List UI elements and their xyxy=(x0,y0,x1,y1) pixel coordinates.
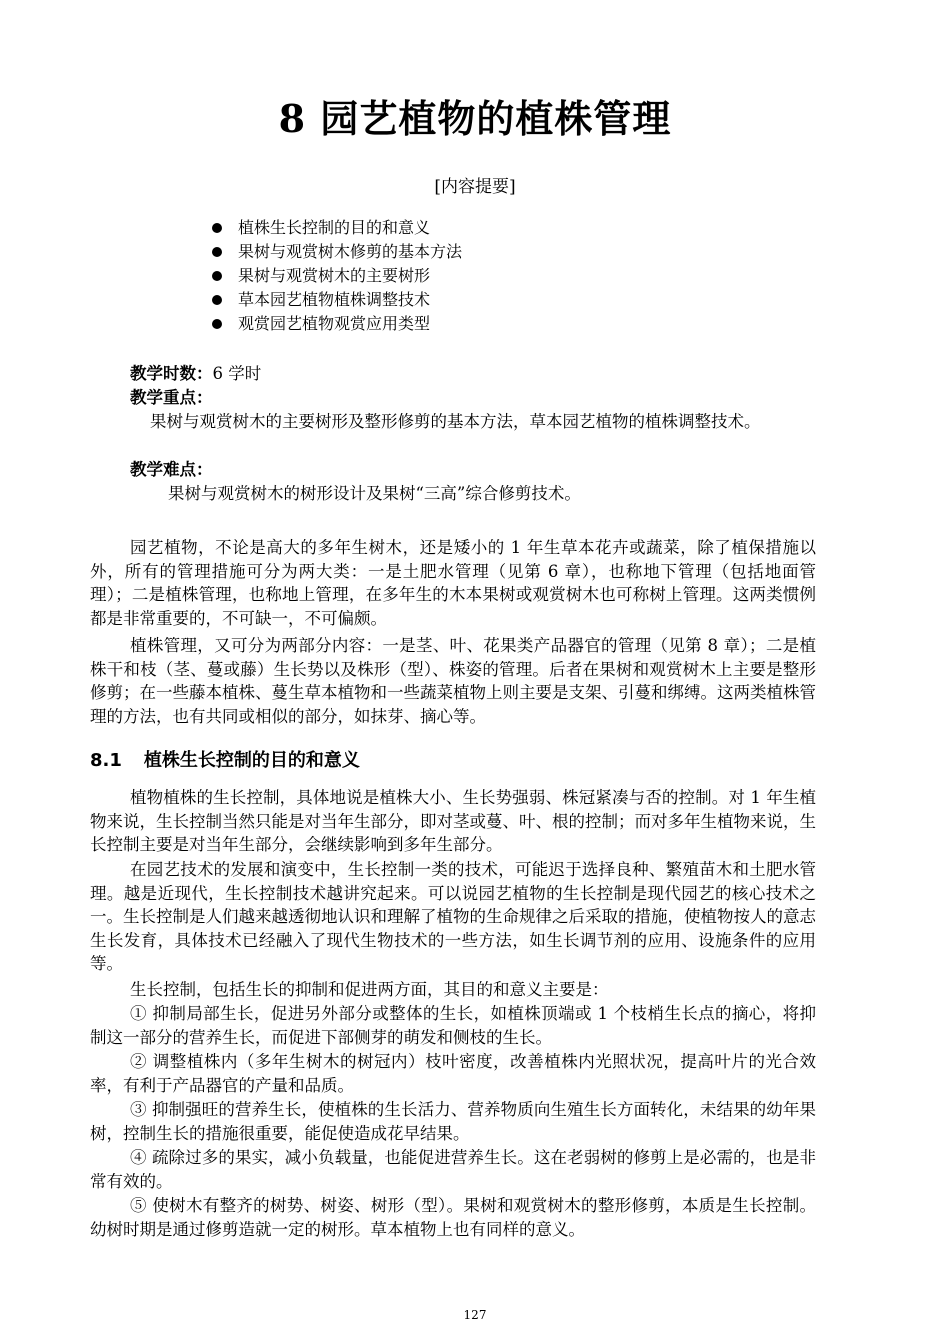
section-title: 植株生长控制的目的和意义 xyxy=(143,750,360,771)
teaching-focus-label: 教学重点： xyxy=(130,388,213,407)
summary-list xyxy=(210,216,462,336)
list-item-1: ① 抑制局部生长，促进另外部分或整体的生长，如植株顶端或 1 个枝梢生长点的摘心，将抑制这一部分的营养生长，而促进下部侧芽的萌发和侧枝的生长。 xyxy=(90,1004,816,1047)
chapter-title: 8 园艺植物的植株管理 xyxy=(278,96,672,141)
section-number: 8.1 xyxy=(90,750,122,771)
bullet-icon xyxy=(212,271,222,281)
list-item-3: ③ 抑制强旺的营养生长，使植株的生长活力、营养物质向生殖生长方面转化，未结果的幼年果树，控制生长的措施很重要，能促使造成花早结果。 xyxy=(90,1100,816,1143)
summary-item: 果树与观赏树木修剪的基本方法 xyxy=(210,240,462,264)
page-number: 127 xyxy=(463,1308,487,1322)
teaching-focus-text: 果树与观赏树木的主要树形及整形修剪的基本方法，草本园艺植物的植株调整技术。 xyxy=(150,412,761,431)
intro-paragraph-2: 植株管理，又可分为两部分内容：一是茎、叶、花果类产品器官的管理（见第 8 章）；二是植株干和枝（茎、蔓或藤）生长势以及株形（型）、株姿的管理。后者在果树和观赏树木上主要是整形修剪；在一些藤本植株、蔓生草本植物和一些蔬菜植物上则主要是支架、引蔓和绑缚。这两类植株管理的方法，也有共同或相似的部分，如抹芽、摘心等。 xyxy=(90,636,816,726)
section-heading xyxy=(90,746,360,772)
teaching-difficulty-text: 果树与观赏树木的树形设计及果树“三高”综合修剪技术。 xyxy=(168,484,581,503)
section-paragraph-1: 植物植株的生长控制，具体地说是植株大小、生长势强弱、株冠紧凑与否的控制。对 1 年生植物来说，生长控制当然只能是对当年生部分，即对茎或蔓、叶、根的控制；而对多年生植物来说，生长控制主要是对当年生部分，会继续影响到多年生部分。 xyxy=(90,788,816,854)
teaching-hours: 教学时数：6 学时 xyxy=(130,364,262,383)
list-item-4: ④ 疏除过多的果实，减小负载量，也能促进营养生长。这在老弱树的修剪上是必需的，也是非常有效的。 xyxy=(90,1148,816,1191)
bullet-icon xyxy=(212,247,222,257)
intro-paragraph-1: 园艺植物，不论是高大的多年生树木，还是矮小的 1 年生草本花卉或蔬菜，除了植保措施以外，所有的管理措施可分为两大类：一是土肥水管理（见第 6 章），也称地下管理（包括地面管理）；二是植株管理，也称地上管理，在多年生的木本果树或观赏树木也可称树上管理。这两类惯例都是非常重要的，不可缺一，不可偏颇。 xyxy=(90,538,816,628)
summary-item: 植株生长控制的目的和意义 xyxy=(210,216,462,240)
summary-item: 观赏园艺植物观赏应用类型 xyxy=(210,312,462,336)
list-item-2: ② 调整植株内（多年生树木的树冠内）枝叶密度，改善植株内光照状况，提高叶片的光合效率，有利于产品器官的产量和品质。 xyxy=(90,1052,816,1095)
bullet-icon xyxy=(212,319,222,329)
summary-heading: [内容提要] xyxy=(434,177,516,197)
bullet-icon xyxy=(212,295,222,305)
section-paragraph-3: 生长控制，包括生长的抑制和促进两方面，其目的和意义主要是： xyxy=(130,980,609,999)
list-item-5: ⑤ 使树木有整齐的树势、树姿、树形（型）。果树和观赏树木的整形修剪，本质是生长控制。幼树时期是通过修剪造就一定的树形。草本植物上也有同样的意义。 xyxy=(90,1196,816,1239)
summary-item: 草本园艺植物植株调整技术 xyxy=(210,288,462,312)
section-paragraph-2: 在园艺技术的发展和演变中，生长控制一类的技术，可能迟于选择良种、繁殖苗木和土肥水管理。越是近现代，生长控制技术越讲究起来。可以说园艺植物的生长控制是现代园艺的核心技术之一。生长控制是人们越来越透彻地认识和理解了植物的生命规律之后采取的措施，使植物按人的意志生长发育，具体技术已经融入了现代生物技术的一些方法，如生长调节剂的应用、设施条件的应用等。 xyxy=(90,860,816,973)
bullet-icon xyxy=(212,223,222,233)
summary-item: 果树与观赏树木的主要树形 xyxy=(210,264,462,288)
teaching-difficulty-label: 教学难点： xyxy=(130,460,213,479)
